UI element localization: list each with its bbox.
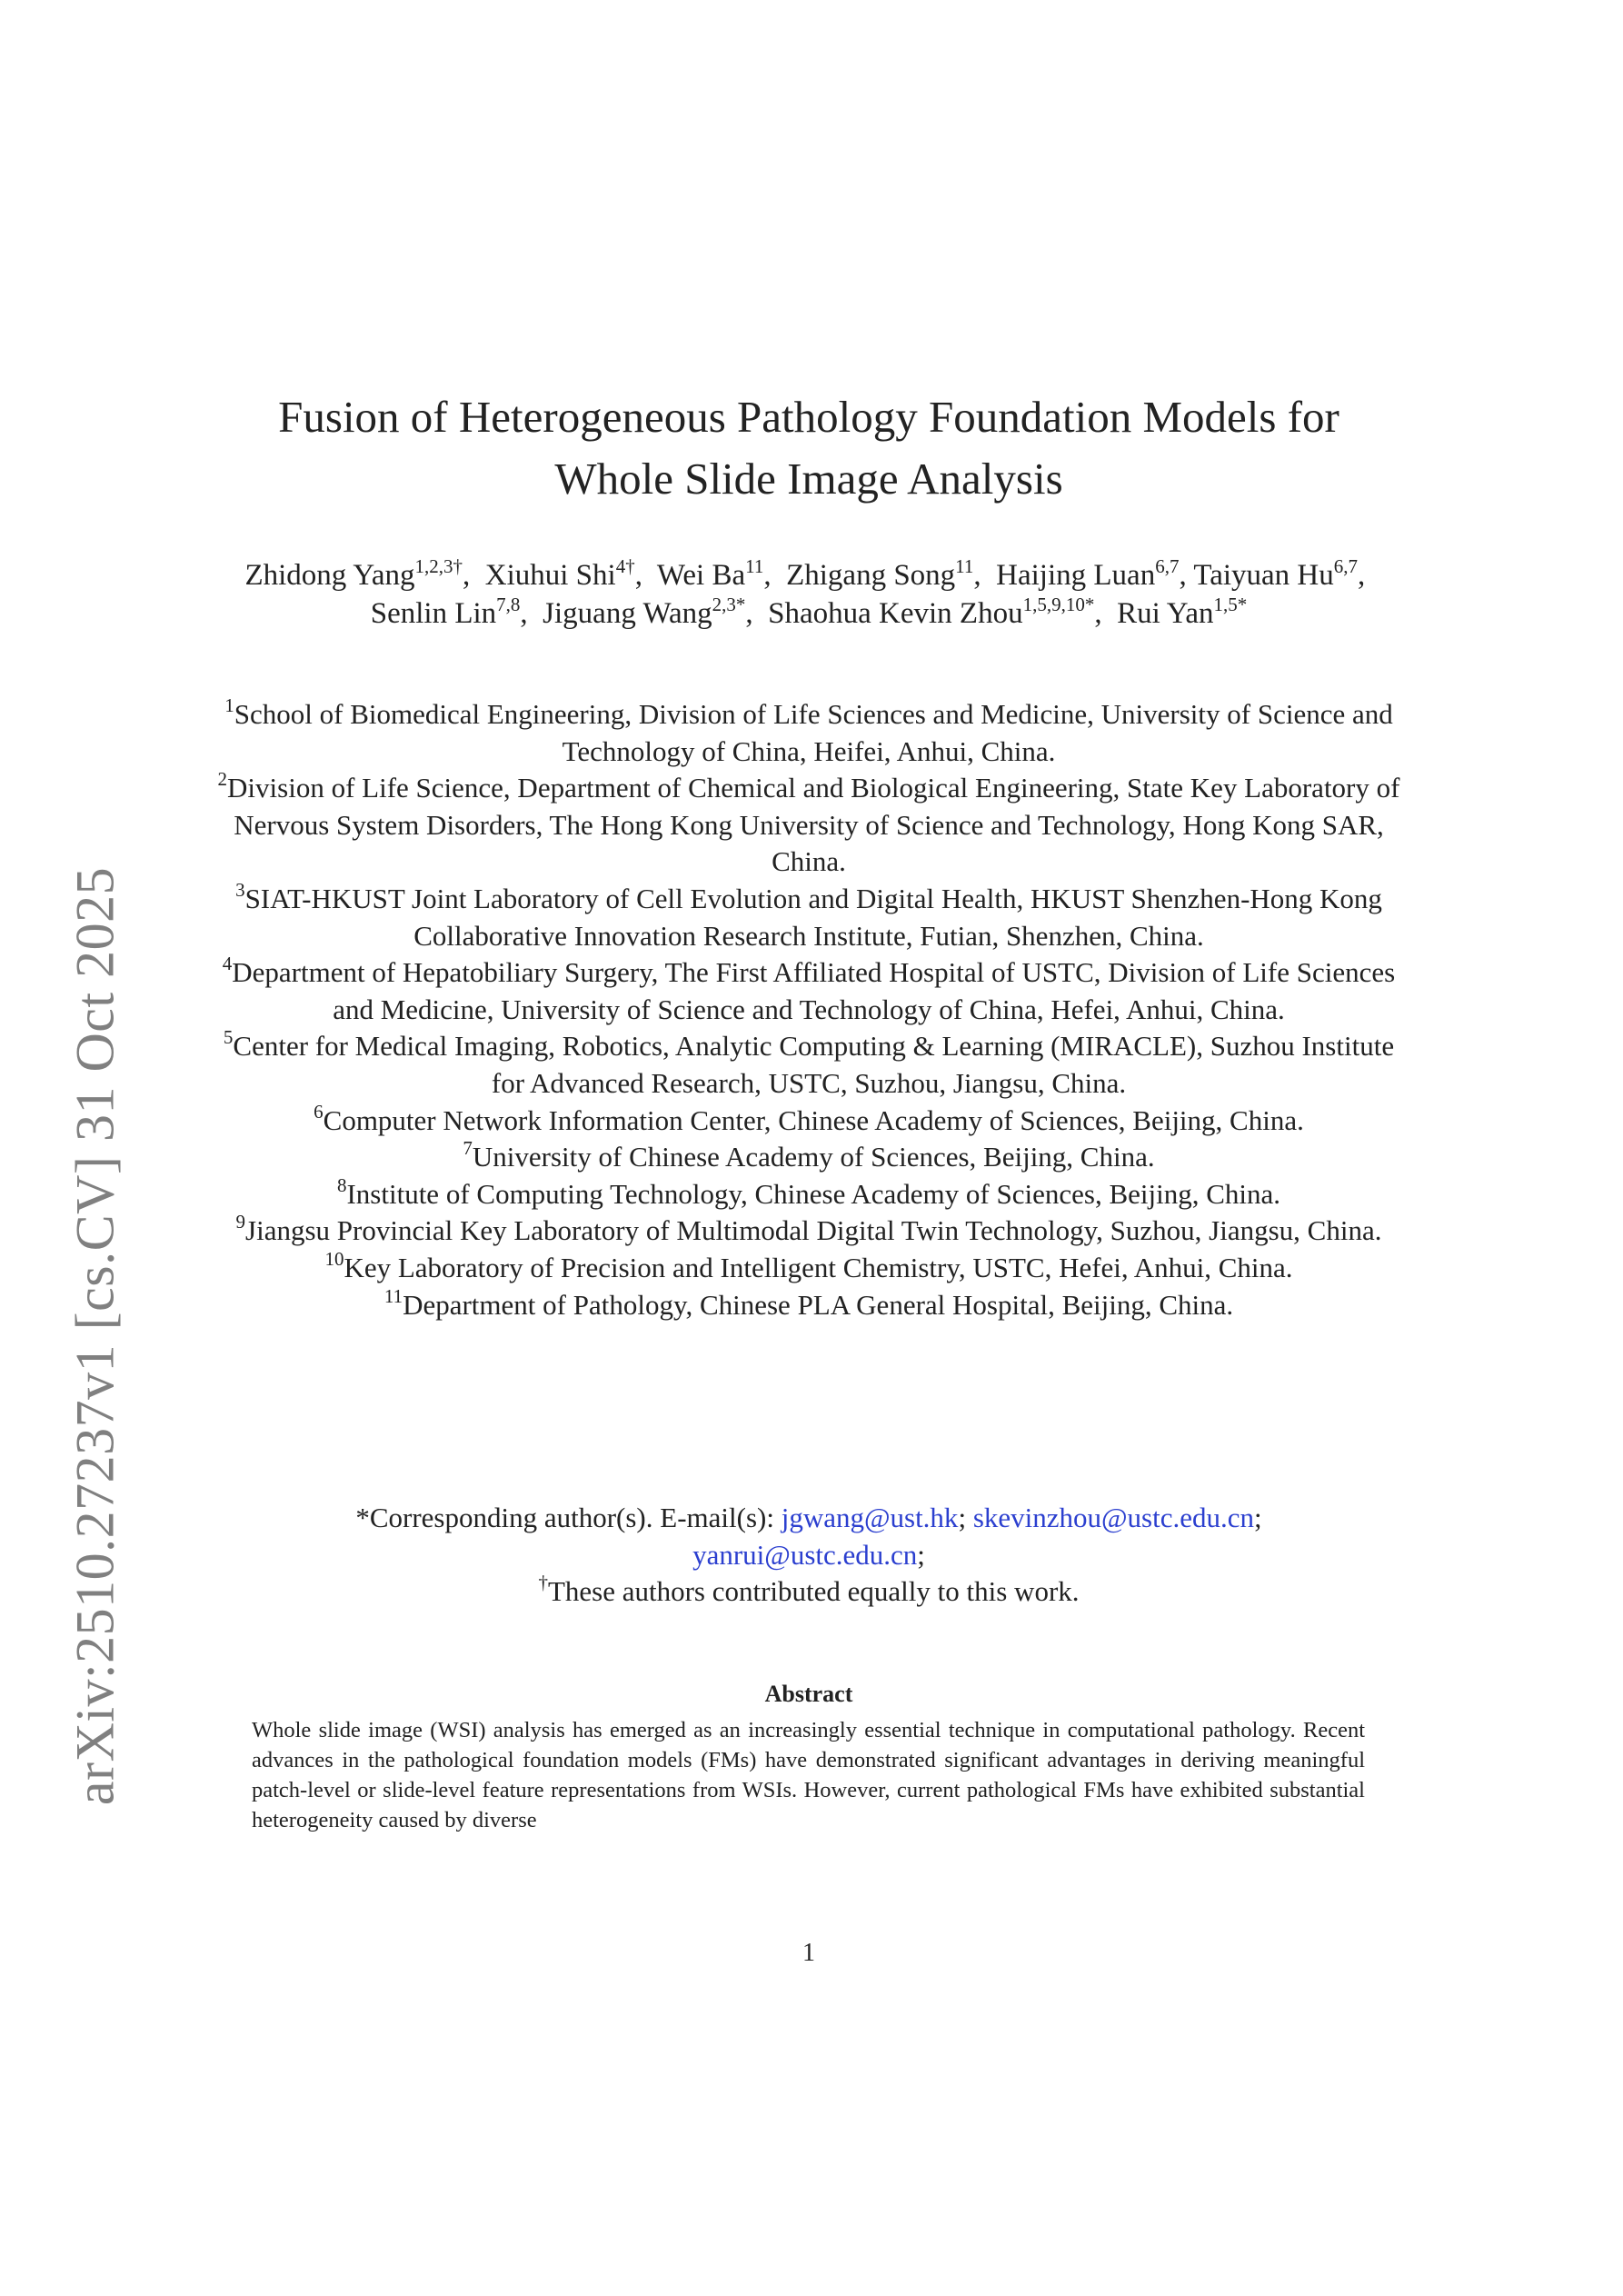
- email-link-yanrui[interactable]: yanrui@ustc.edu.cn: [692, 1538, 918, 1571]
- corresponding-authors: [214, 1500, 1404, 1611]
- affiliation: $^1$School of Biomedical Engineering, Division of Life Sciences and Medicine, University of Science and Technology of China, Heifei, Anhui, China.: [224, 694, 1393, 767]
- author: Jiguang Wang$^{2,3*}$,: [543, 594, 753, 630]
- affiliation: $^7$University of Chinese Academy of Sciences, Beijing, China.: [463, 1137, 1155, 1173]
- equal-contribution-note: †These authors contributed equally to this work.: [538, 1572, 1080, 1608]
- email-link-skevinzhou[interactable]: skevinzhou@ustc.edu.cn: [972, 1502, 1255, 1533]
- title-line-1: Fusion of Heterogeneous Pathology Foundation Models for: [278, 392, 1339, 442]
- title-line-2: Whole Slide Image Analysis: [554, 454, 1063, 504]
- author: Shaohua Kevin Zhou$^{1,5,9,10*}$,: [768, 594, 1102, 630]
- page-number: 1: [802, 1939, 815, 1967]
- author: Zhigang Song$^{11}$,: [786, 555, 981, 592]
- author: Rui Yan$^{1,5*}$: [1117, 594, 1248, 630]
- affiliation: $^4$Department of Hepatobiliary Surgery, The First Affiliated Hospital of USTC, Division of Life Sciences and Medicine, University of Science and Technology of China, Hefei, Anhui, China.: [222, 953, 1396, 1025]
- email-link-jgwang[interactable]: jgwang@ust.hk: [781, 1502, 959, 1533]
- author: Taiyuan Hu$^{6,7}$,: [1193, 555, 1366, 592]
- author: Wei Ba$^{11}$,: [656, 555, 772, 592]
- affiliation-list: [214, 696, 1404, 1323]
- author-list: [214, 556, 1404, 633]
- corresponding-line-2: yanrui@ustc.edu.cn;: [692, 1538, 925, 1571]
- affiliation: $^{10}$Key Laboratory of Precision and Intelligent Chemistry, USTC, Hefei, Anhui, China.: [324, 1247, 1293, 1283]
- corresponding-line: *Corresponding author(s). E-mail(s): jgwang@ust.hk; skevinzhou@ustc.edu.cn;: [355, 1502, 1262, 1533]
- abstract-body: Whole slide image (WSI) analysis has emerged as an increasingly essential technique in computational pathology. Recent advances in the pathological foundation models (FMs) have demonstrated significant advantages in deriving meaningful patch-level or slide-level feature representations from WSIs. However, current pathological FMs have exhibited substantial heterogeneity caused by diverse: [252, 1718, 1365, 1832]
- arxiv-identifier-stamp[interactable]: arXiv:2510.27237v1 [cs.CV] 31 Oct 2025: [65, 866, 125, 1806]
- affiliation: $^2$Division of Life Science, Department of Chemical and Biological Engineering, State Key Laboratory of Nervous System Disorders, The Hong Kong University of Science and Technology, Hong Kong SAR, China.: [217, 768, 1400, 878]
- affiliation: $^8$Institute of Computing Technology, Chinese Academy of Sciences, Beijing, China.: [336, 1173, 1281, 1210]
- affiliation: $^6$Computer Network Information Center, Chinese Academy of Sciences, Beijing, China.: [314, 1100, 1304, 1136]
- author: Zhidong Yang$^{1,2,3\dagger}$,: [244, 555, 471, 592]
- abstract-heading: Abstract: [764, 1681, 853, 1707]
- affiliation: $^{11}$Department of Pathology, Chinese PLA General Hospital, Beijing, China.: [383, 1284, 1234, 1321]
- affiliation: $^9$Jiangsu Provincial Key Laboratory of Multimodal Digital Twin Technology, Suzhou, Jiangsu, China.: [235, 1211, 1382, 1247]
- author: Xiuhui Shi$^{4\dagger}$,: [484, 555, 642, 592]
- author: Senlin Lin$^{7,8}$,: [370, 594, 528, 630]
- paper-title: [218, 386, 1399, 510]
- affiliation: $^5$Center for Medical Imaging, Robotics, Analytic Computing & Learning (MIRACLE), Suzhou Institute for Advanced Research, USTC, Suzhou, Jiangsu, China.: [223, 1026, 1395, 1099]
- author: Haijing Luan$^{6,7}$,: [996, 555, 1187, 592]
- affiliation: $^3$SIAT-HKUST Joint Laboratory of Cell Evolution and Digital Health, HKUST Shenzhen-Hong Kong Collaborative Innovation Research Institute, Futian, Shenzhen, China.: [235, 878, 1382, 952]
